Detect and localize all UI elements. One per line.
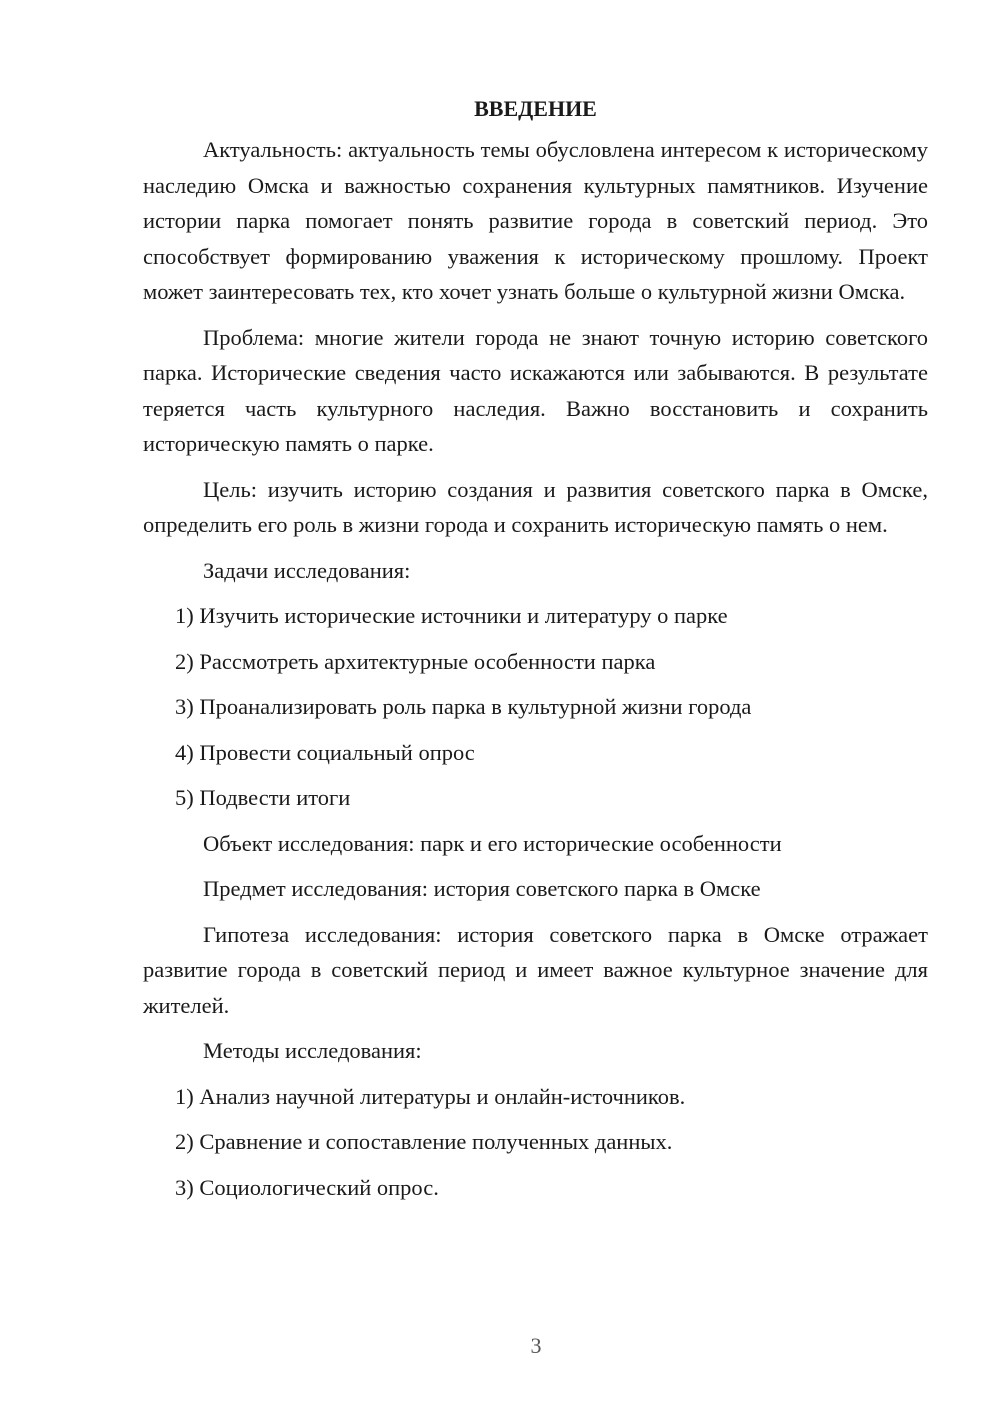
methods-heading: Методы исследования:	[203, 1038, 422, 1063]
task-item: 2) Рассмотреть архитектурные особенности парка	[175, 648, 656, 674]
method-item: 2) Сравнение и сопоставление полученных данных.	[175, 1129, 673, 1154]
tasks-heading: Задачи исследования:	[203, 557, 411, 583]
page-number: 3	[530, 1333, 542, 1358]
section-title: ВВЕДЕНИЕ	[474, 96, 597, 121]
object-line: Объект исследования: парк и его исторические особенности	[203, 830, 782, 856]
problem-paragraph: Проблема: многие жители города не знают точную историю советского парка. Исторические сведения часто искажаются или забываются. В результате теряется часть культурного наследия. Важно восстановить и сохранить историческую память о парке.	[143, 324, 928, 456]
task-item: 5) Подвести итоги	[175, 785, 351, 810]
relevance-paragraph: Актуальность: актуальность темы обусловлена интересом к историческому наследию Омска и важностью сохранения культурных памятников. Изучение истории парка помогает понять развитие города в советский период. Это способствует формированию уважения к историческому прошлому. Проект может заинтересовать тех, кто хочет узнать больше о культурной жизни Омска.	[143, 137, 928, 304]
method-item: 3) Социологический опрос.	[175, 1174, 439, 1200]
hypothesis-paragraph: Гипотеза исследования: история советского парка в Омске отражает развитие города в советский период и имеет важное культурное значение для жителей.	[143, 921, 928, 1018]
task-item: 4) Провести социальный опрос	[175, 739, 475, 765]
method-item: 1) Анализ научной литературы и онлайн-источников.	[175, 1083, 686, 1109]
task-item: 1) Изучить исторические источники и литературу о парке	[175, 603, 728, 628]
task-item: 3) Проанализировать роль парка в культурной жизни города	[175, 694, 752, 719]
document-page	[143, 92, 928, 1215]
subject-line: Предмет исследования: история советского парка в Омске	[203, 876, 761, 901]
goal-paragraph: Цель: изучить историю создания и развития советского парка в Омске, определить его роль в жизни города и сохранить историческую память о нем.	[143, 476, 928, 537]
